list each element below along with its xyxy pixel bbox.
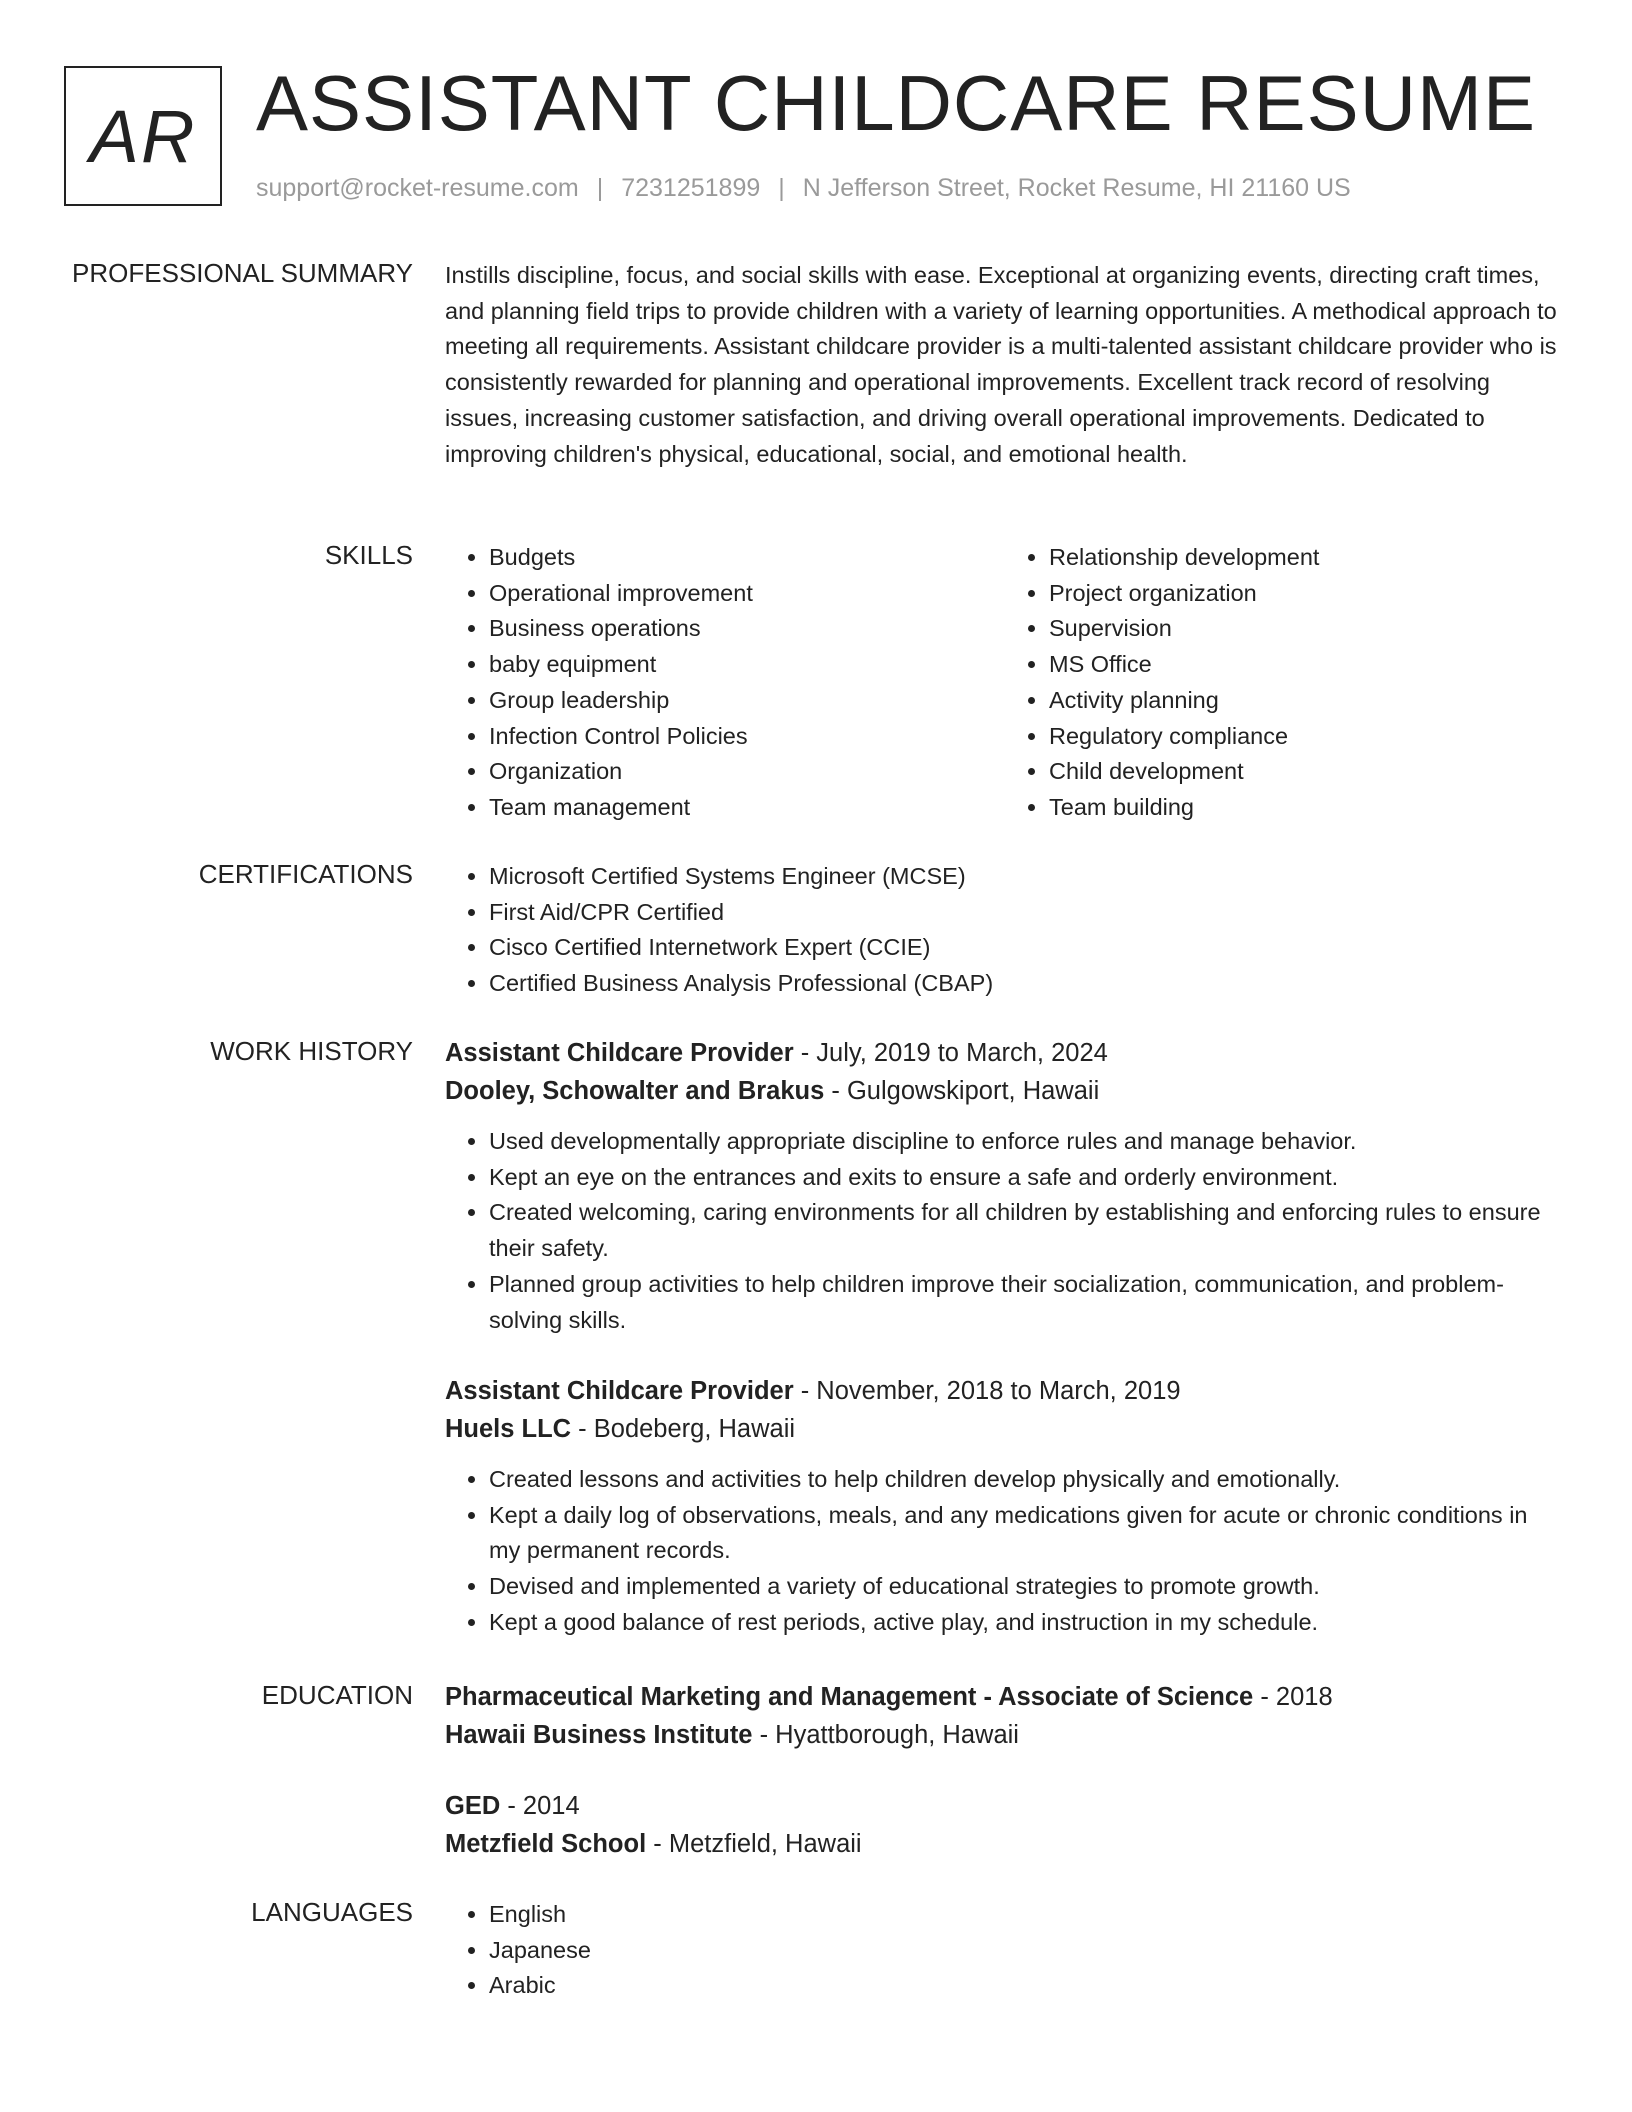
education-school-line <box>445 1825 1565 1863</box>
job-entry <box>445 1372 1565 1641</box>
job-duty: • Kept a daily log of observations, meals, and any medications given for acute or chronic conditions in my permanent records. <box>489 1498 1565 1569</box>
monogram-box <box>64 66 222 206</box>
contact-email: support@rocket-resume.com <box>256 174 579 202</box>
section-label-work-history: WORK HISTORY <box>210 1036 413 1066</box>
contact-separator: | <box>596 174 604 202</box>
summary-text: Instills discipline, focus, and social skills with ease. Exceptional at organizing events, directing craft times, and planning field trips to provide children with a variety of learning opportunities. A methodical approach to meeting all requirements. Assistant childcare provider is a multi-talented assistant childcare provider who is consistently rewarded for planning and operational improvements. Excellent track record of resolving issues, increasing customer satisfaction, and driving overall operational improvements. Dedicated to improving children's physical, educational, social, and emotional health. <box>445 262 1557 467</box>
job-duty: • Used developmentally appropriate discipline to enforce rules and manage behavior. <box>489 1124 1565 1160</box>
skills-column-right <box>1005 540 1565 826</box>
job-entry <box>445 1034 1565 1338</box>
certification-item: • Certified Business Analysis Professional (CBAP) <box>489 966 1565 1002</box>
job-location: - Bodeberg, Hawaii <box>571 1415 796 1443</box>
skill-item: • Operational improvement <box>489 576 1005 612</box>
job-dates: - November, 2018 to March, 2019 <box>793 1377 1181 1405</box>
skill-item: • Organization <box>489 754 1005 790</box>
section-label-summary: PROFESSIONAL SUMMARY <box>72 258 413 288</box>
job-company-line <box>445 1072 1565 1110</box>
contact-separator: | <box>778 174 785 202</box>
certification-item: • Cisco Certified Internetwork Expert (CCIE) <box>489 930 1565 966</box>
skill-item: • Team building <box>1049 790 1565 826</box>
education-year: - 2014 <box>500 1792 580 1820</box>
job-location: - Gulgowskiport, Hawaii <box>824 1077 1100 1105</box>
skill-item: • Relationship development <box>1049 540 1565 576</box>
languages-list <box>445 1897 1565 2004</box>
section-label-certifications: CERTIFICATIONS <box>198 859 413 889</box>
job-duty: • Devised and implemented a variety of educational strategies to promote growth. <box>489 1569 1565 1605</box>
language-item: • Arabic <box>489 1968 1565 2004</box>
education-location: - Hyattborough, Hawaii <box>752 1721 1019 1749</box>
education-degree: Pharmaceutical Marketing and Management - Associate of Science <box>445 1683 1254 1711</box>
job-duty: • Created welcoming, caring environments for all children by establishing and enforcing rules to ensure their safety. <box>489 1195 1565 1266</box>
job-company: Huels LLC <box>445 1415 572 1443</box>
skill-item: • Activity planning <box>1049 683 1565 719</box>
education-school-line <box>445 1716 1565 1754</box>
education-entry <box>445 1678 1565 1754</box>
education-entry <box>445 1787 1565 1863</box>
resume-title: ASSISTANT CHILDCARE RESUME <box>256 59 1537 147</box>
job-duty: • Created lessons and activities to help children develop physically and emotionally. <box>489 1462 1565 1498</box>
skill-item: • baby equipment <box>489 647 1005 683</box>
job-title: Assistant Childcare Provider <box>445 1039 794 1067</box>
job-duty: • Planned group activities to help children improve their socialization, communication, and problem-solving skills. <box>489 1267 1565 1338</box>
skill-item: • Infection Control Policies <box>489 719 1005 755</box>
contact-line <box>256 174 1351 203</box>
skill-item: • Supervision <box>1049 611 1565 647</box>
certification-item: • Microsoft Certified Systems Engineer (MCSE) <box>489 859 1565 895</box>
skill-item: • MS Office <box>1049 647 1565 683</box>
job-company-line <box>445 1410 1565 1448</box>
job-title-line <box>445 1034 1565 1072</box>
job-title-line <box>445 1372 1565 1410</box>
job-duties <box>445 1124 1565 1338</box>
job-title: Assistant Childcare Provider <box>445 1377 794 1405</box>
education-degree: GED <box>445 1792 501 1820</box>
monogram-initials: AR <box>89 94 197 178</box>
language-item: • English <box>489 1897 1565 1933</box>
certifications-list <box>445 859 1565 1002</box>
job-duty: • Kept an eye on the entrances and exits to ensure a safe and orderly environment. <box>489 1160 1565 1196</box>
skill-item: • Child development <box>1049 754 1565 790</box>
education-year: - 2018 <box>1253 1683 1333 1711</box>
skill-item: • Group leadership <box>489 683 1005 719</box>
education-school: Hawaii Business Institute <box>445 1721 753 1749</box>
education-school: Metzfield School <box>445 1830 647 1858</box>
job-company: Dooley, Schowalter and Brakus <box>445 1077 825 1105</box>
contact-address: N Jefferson Street, Rocket Resume, HI 21160 US <box>802 174 1351 202</box>
section-label-languages: LANGUAGES <box>251 1897 413 1927</box>
education-degree-line <box>445 1678 1565 1716</box>
language-item: • Japanese <box>489 1933 1565 1969</box>
skill-item: • Team management <box>489 790 1005 826</box>
job-duties <box>445 1462 1565 1641</box>
job-dates: - July, 2019 to March, 2024 <box>793 1039 1108 1067</box>
job-duty: • Kept a good balance of rest periods, active play, and instruction in my schedule. <box>489 1605 1565 1641</box>
skill-item: • Business operations <box>489 611 1005 647</box>
education-location: - Metzfield, Hawaii <box>646 1830 862 1858</box>
contact-phone: 7231251899 <box>621 174 761 202</box>
section-label-skills: SKILLS <box>324 540 413 570</box>
certification-item: • First Aid/CPR Certified <box>489 895 1565 931</box>
skill-item: • Regulatory compliance <box>1049 719 1565 755</box>
skill-item: • Budgets <box>489 540 1005 576</box>
section-label-education: EDUCATION <box>261 1680 413 1710</box>
skills-list <box>445 540 1565 826</box>
skill-item: • Project organization <box>1049 576 1565 612</box>
skills-column-left <box>445 540 1005 826</box>
education-degree-line <box>445 1787 1565 1825</box>
